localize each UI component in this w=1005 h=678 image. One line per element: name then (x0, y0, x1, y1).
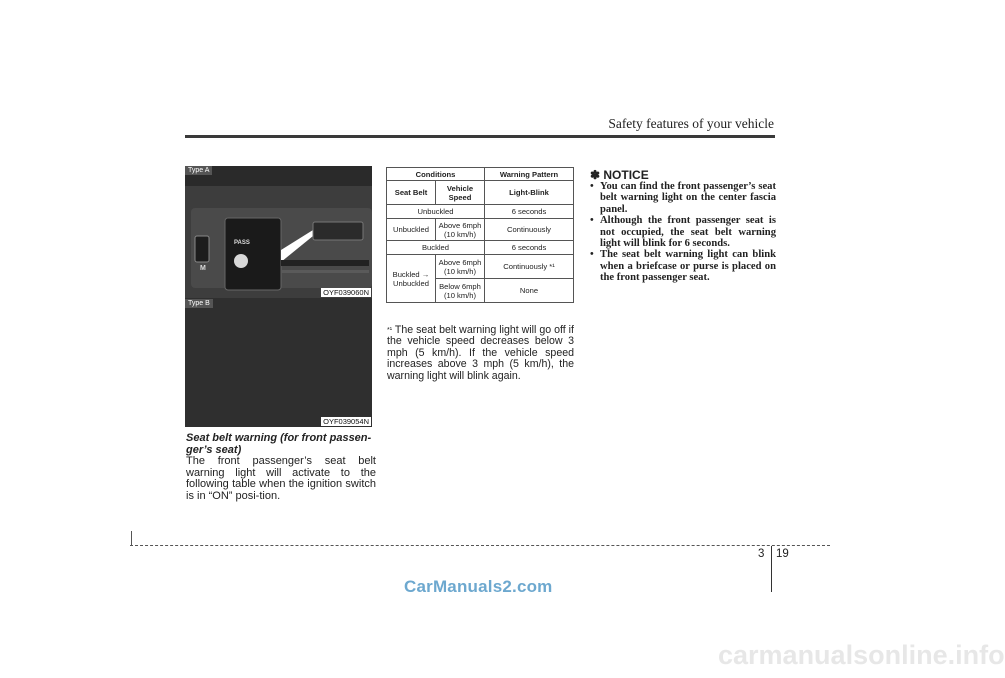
photo-type-a-code: OYF039060N (323, 288, 369, 297)
section-paragraph: The front passenger’s seat belt warning light will activate to the following table when the ignition switch is in “ON” posi-tion. (186, 455, 376, 502)
pass-indicator-label: PASS (234, 240, 250, 246)
list-item: • You can find the front passenger’s seat belt warning light on the center fascia panel. (590, 181, 776, 215)
footnote-mark: *¹ (387, 327, 393, 334)
warning-pattern-table (386, 167, 574, 303)
footnote-text: The seat belt warning light will go off if the vehicle speed decreases below 3 mph (5 km/h). If the vehicle speed increases above 3 mph (5 km/h), the warning light will blink again. (387, 324, 574, 382)
header-title: Safety features of your vehicle (608, 116, 774, 131)
watermark-carmanuals2[interactable]: CarManuals2.com (404, 577, 553, 596)
table-cell: Continuously *¹ (485, 255, 574, 279)
table-footnote (387, 325, 574, 382)
crop-mark (131, 531, 132, 545)
table-cell: Buckled (387, 241, 485, 255)
table-cell: Unbuckled (387, 205, 485, 219)
table-cell: 6 seconds (485, 241, 574, 255)
mode-button-label: M (200, 265, 206, 272)
photo-type-b (185, 298, 372, 427)
page-chapter: 3 (758, 548, 765, 560)
table-header-light-blink: Light-Blink (485, 181, 574, 205)
table-cell: Above 6mph (10 km/h) (436, 255, 485, 279)
notice-list (590, 181, 776, 284)
table-cell: Below 6mph (10 km/h) (436, 279, 485, 303)
page-separator (771, 546, 772, 592)
page-number: 19 (776, 548, 789, 560)
photo-type-a (185, 166, 372, 298)
footer-dashed-rule (130, 545, 830, 546)
photo-type-b-code: OYF039054N (323, 417, 369, 426)
table-cell: Unbuckled (387, 219, 436, 241)
table-header-seat-belt: Seat Belt (387, 181, 436, 205)
photo-type-a-tag: Type A (185, 166, 212, 175)
table-header-warning: Warning Pattern (485, 168, 574, 181)
header-rule (185, 135, 775, 138)
table-cell: Buckled → Unbuckled (387, 255, 436, 303)
table-cell: 6 seconds (485, 205, 574, 219)
table-header-conditions: Conditions (387, 168, 485, 181)
notice-title: ✽ NOTICE (590, 168, 649, 182)
dashboard-illustration (185, 166, 372, 298)
section-caption: Seat belt warning (for front passen-ger’s seat) (186, 432, 372, 456)
table-cell: None (485, 279, 574, 303)
table-header-vehicle-speed: Vehicle Speed (436, 181, 485, 205)
list-item: • The seat belt warning light can blink when a briefcase or purse is placed on the front passenger seat. (590, 249, 776, 283)
table-cell: Continuously (485, 219, 574, 241)
list-item: • Although the front passenger seat is not occupied, the seat belt warning light will blink for 6 seconds. (590, 215, 776, 249)
table-cell: Above 6mph (10 km/h) (436, 219, 485, 241)
photo-type-b-tag: Type B (185, 299, 213, 308)
watermark-carmanualsonline: carmanualsonline.info (718, 640, 1005, 670)
